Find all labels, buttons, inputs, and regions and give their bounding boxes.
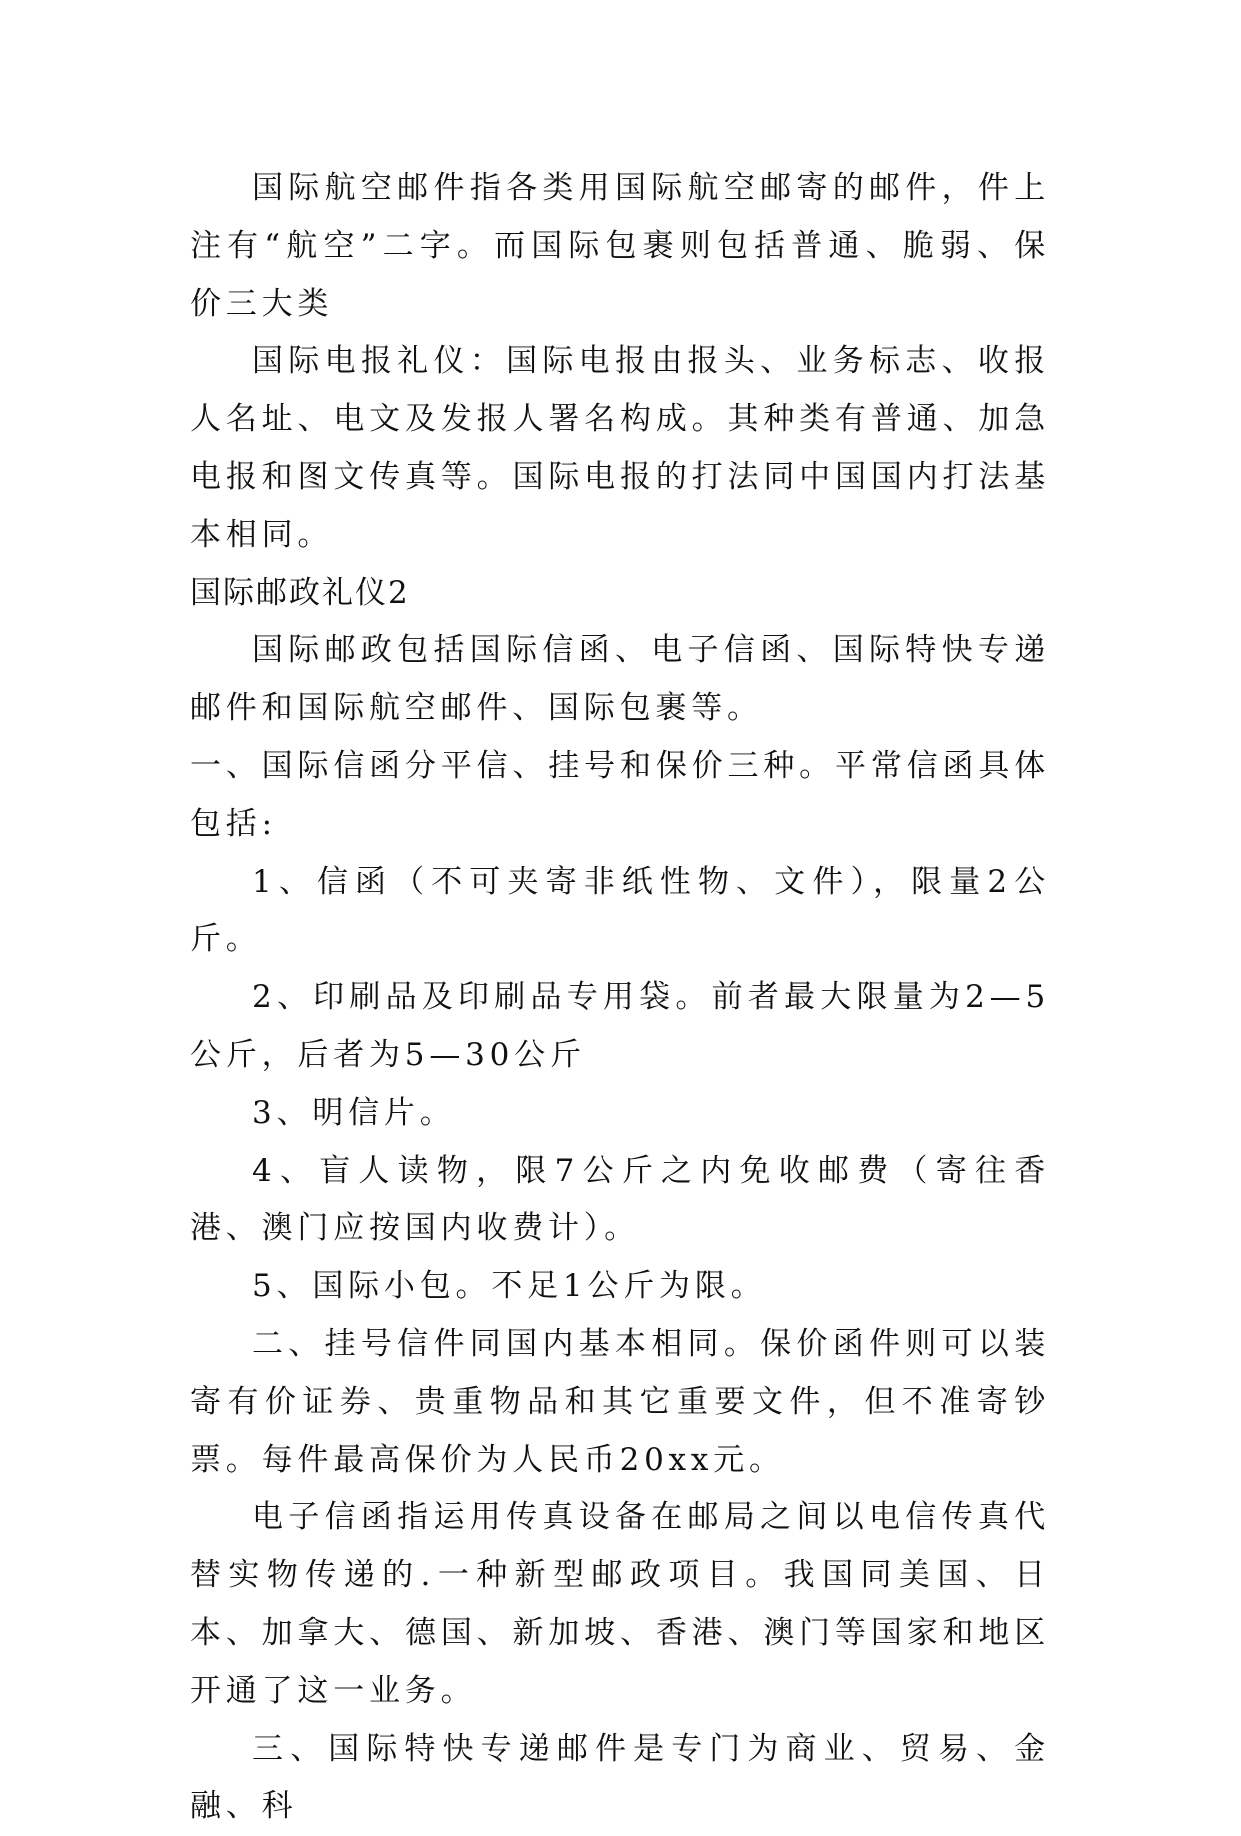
paragraph-letters-intro: 一、国际信函分平信、挂号和保价三种。平常信函具体包括: — [190, 747, 1050, 842]
list-item-printed-matter: 2、印刷品及印刷品专用袋。前者最大限量为2—5公斤，后者为5—30公斤 — [190, 979, 1050, 1073]
section-heading: 国际邮政礼仪2 — [190, 574, 410, 611]
paragraph-postal-overview: 国际邮政包括国际信函、电子信函、国际特快专递邮件和国际航空邮件、国际包裹等。 — [190, 632, 1050, 727]
document-body — [190, 160, 1050, 1836]
paragraph-air-mail: 国际航空邮件指各类用国际航空邮寄的邮件，件上注有“航空”二字。而国际包裹则包括普通、脆弱、保价三大类 — [190, 170, 1050, 322]
paragraph-registered-mail: 二、挂号信件同国内基本相同。保价函件则可以装寄有价证券、贵重物品和其它重要文件，但不准寄钞票。每件最高保价为人民币20xx元。 — [190, 1325, 1050, 1478]
list-item-small-packets: 5、国际小包。不足1公斤为限。 — [252, 1268, 767, 1305]
list-item-braille: 4、盲人读物，限7公斤之内免收邮费（寄往香港、澳门应按国内收费计）。 — [190, 1152, 1050, 1247]
list-item-postcards: 3、明信片。 — [252, 1094, 456, 1131]
paragraph-electronic-mail: 电子信函指运用传真设备在邮局之间以电信传真代替实物传递的.一种新型邮政项目。我国同美国、日本、加拿大、德国、新加坡、香港、澳门等国家和地区开通了这一业务。 — [190, 1499, 1050, 1709]
paragraph-telegram-etiquette: 国际电报礼仪：国际电报由报头、业务标志、收报人名址、电文及发报人署名构成。其种类有普通、加急电报和图文传真等。国际电报的打法同中国国内打法基本相同。 — [190, 343, 1050, 553]
paragraph-express-mail: 三、国际特快专递邮件是专门为商业、贸易、金融、科 — [190, 1730, 1050, 1825]
list-item-letters: 1、信函（不可夹寄非纸性物、文件），限量2公斤。 — [190, 863, 1050, 958]
